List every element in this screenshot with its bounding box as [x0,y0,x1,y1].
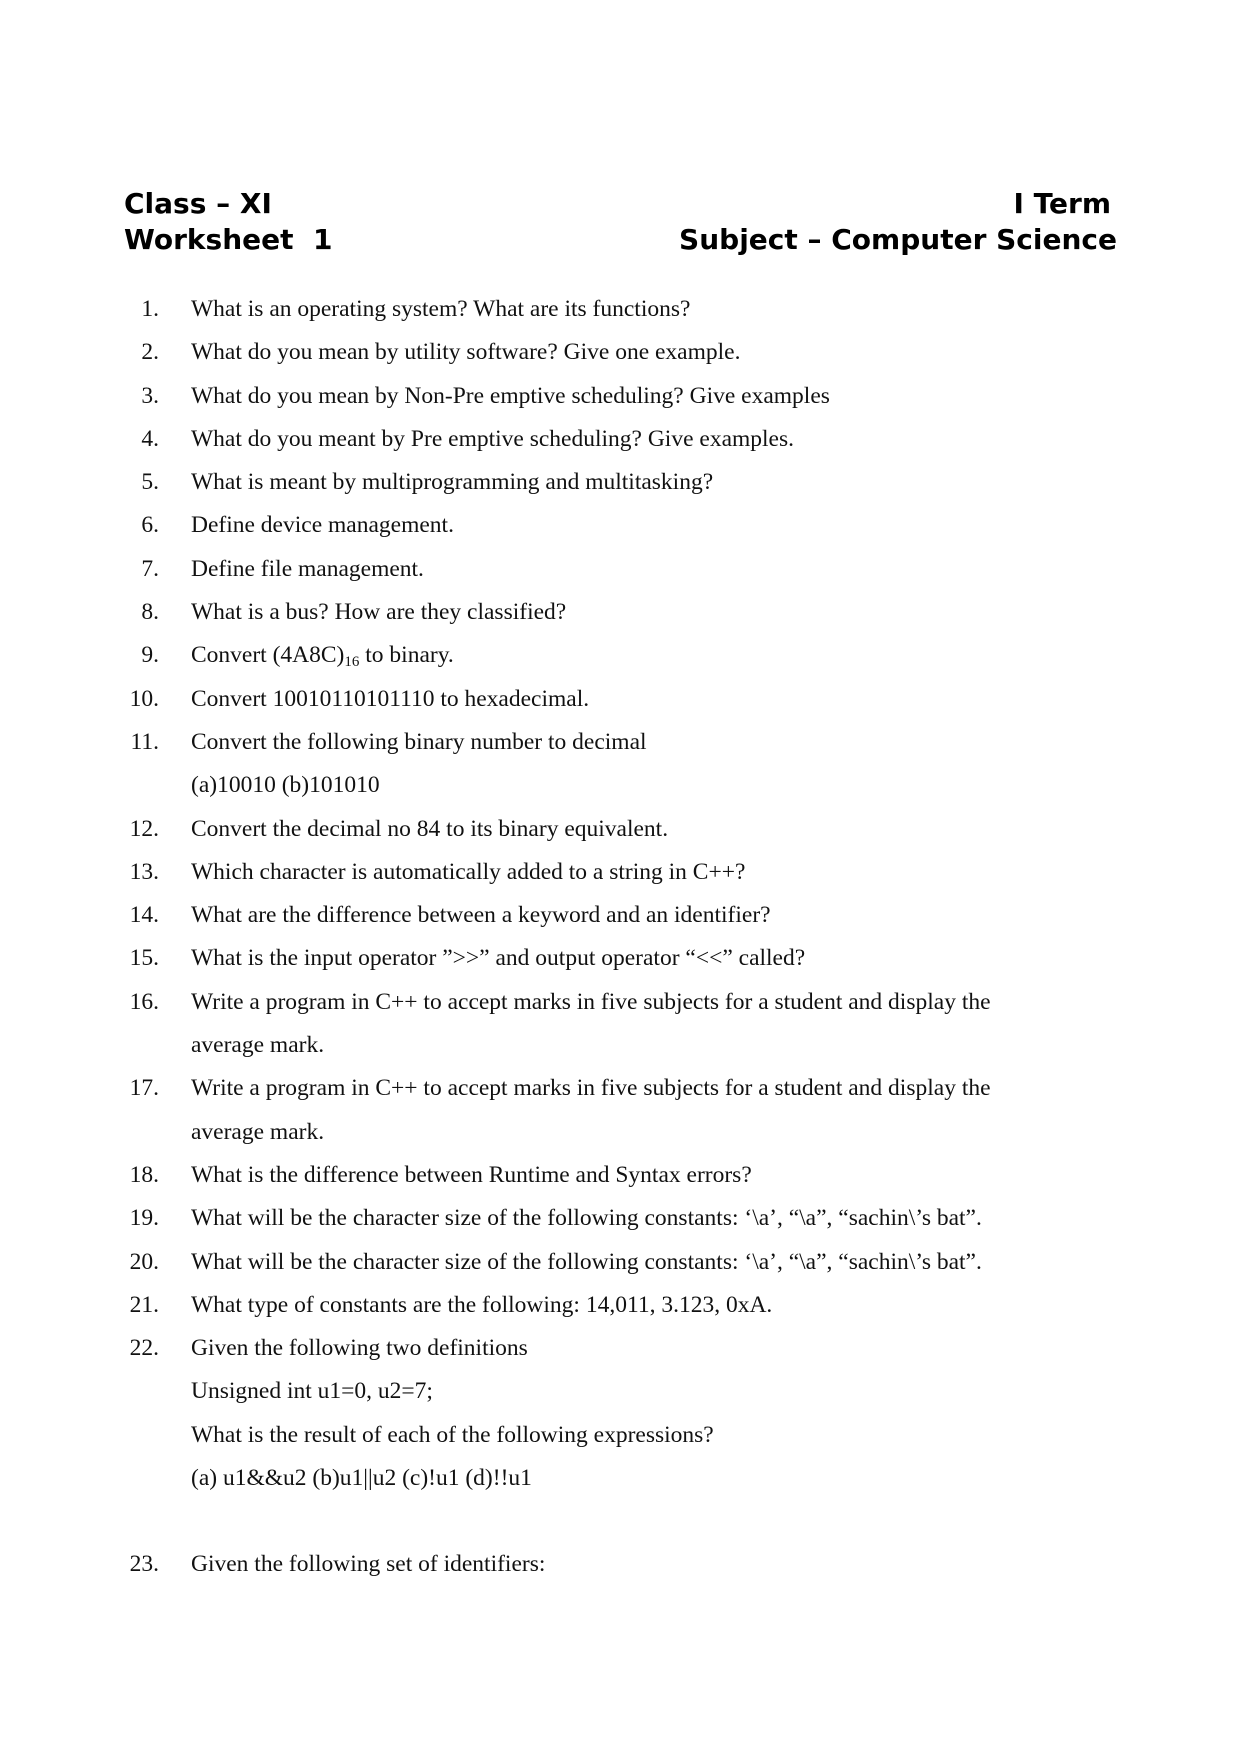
question-number: 2. [141,339,159,366]
question-item [0,375,1241,418]
question-text: What will be the character size of the following constants: ‘\a’, “\a”, “sachin\’s bat”. [191,1248,982,1275]
question-text: Which character is automatically added to a string in C++? [191,858,746,885]
question-number: 20. [129,1248,159,1275]
question-text: What is a bus? How are they classified? [191,599,567,626]
question-item [0,1284,1241,1327]
question-text: Given the following set of identifiers: [191,1551,546,1578]
question-text: What is an operating system? What are its functions? [191,296,691,322]
question-text: What is meant by multiprogramming and multitasking? [191,469,714,496]
question-number: 7. [141,555,159,582]
question-number: 8. [141,599,159,626]
question-text: (a)10010 (b)101010 [191,772,380,799]
class-label: Class – XI [124,187,272,220]
question-item [0,634,1241,677]
question-number: 17. [129,1075,159,1102]
question-text: What are the difference between a keyword and an identifier? [191,902,771,929]
question-text: What type of constants are the following: 14,011, 3.123, 0xA. [191,1291,773,1318]
question-number: 12. [129,815,159,842]
question-text: Given the following two definitions [191,1335,528,1362]
question-item [0,1327,1241,1370]
question-number: 3. [141,382,159,409]
subscript: 16 [344,654,360,671]
subject-label: Subject – Computer Science [679,223,1117,256]
question-text: Write a program in C++ to accept marks in five subjects for a student and display the [191,1075,991,1102]
question-number: 18. [129,1161,159,1188]
question-text: (a) u1&&u2 (b)u1||u2 (c)!u1 (d)!!u1 [191,1465,532,1492]
question-text: Convert 10010110101110 to hexadecimal. [191,685,590,712]
question-text: What is the input operator ”>>” and output operator “<<” called? [191,945,806,972]
question-item [0,504,1241,547]
question-item [0,1154,1241,1197]
question-number: 4. [141,425,159,452]
question-item [0,461,1241,504]
question-continuation [0,1457,1241,1500]
question-item [0,1241,1241,1284]
question-text: What do you mean by utility software? Give one example. [191,339,741,366]
question-number: 1. [141,296,159,322]
question-continuation [0,1111,1241,1154]
question-item [0,937,1241,980]
question-number: 15. [129,945,159,972]
question-item [0,288,1241,331]
question-item [0,808,1241,851]
question-item [0,1543,1241,1586]
spacer [0,1500,1241,1543]
question-text: Unsigned int u1=0, u2=7; [191,1378,433,1405]
question-text: Define device management. [191,512,454,539]
worksheet-label: Worksheet 1 [124,223,333,256]
question-number: 14. [129,902,159,929]
question-text: Convert the decimal no 84 to its binary equivalent. [191,815,669,842]
question-number: 13. [129,858,159,885]
question-item [0,591,1241,634]
question-text: What will be the character size of the following constants: ‘\a’, “\a”, “sachin\’s bat”. [191,1205,982,1232]
question-list [0,288,1241,1587]
question-continuation [0,1024,1241,1067]
term-label: I Term [1013,187,1111,220]
question-text: Write a program in C++ to accept marks in five subjects for a student and display the [191,988,991,1015]
question-number: 10. [129,685,159,712]
question-text: average mark. [191,1032,325,1059]
question-continuation [0,764,1241,807]
question-continuation [0,1414,1241,1457]
question-text: What do you meant by Pre emptive scheduling? Give examples. [191,425,795,452]
question-number: 21. [129,1291,159,1318]
question-item [0,548,1241,591]
question-item [0,418,1241,461]
question-number: 9. [141,642,159,669]
question-number: 22. [129,1335,159,1362]
question-text: What is the difference between Runtime and Syntax errors? [191,1161,752,1188]
question-text: Convert the following binary number to decimal [191,728,647,755]
question-text: average mark. [191,1118,325,1145]
question-item [0,981,1241,1024]
question-item [0,851,1241,894]
question-text: Define file management. [191,555,424,582]
question-number: 6. [141,512,159,539]
question-number: 16. [129,988,159,1015]
question-item [0,1067,1241,1110]
question-number: 23. [129,1551,159,1578]
question-item [0,894,1241,937]
question-number: 11. [130,728,159,755]
question-item [0,1197,1241,1240]
question-text: What do you mean by Non-Pre emptive scheduling? Give examples [191,382,830,409]
question-item [0,721,1241,764]
question-number: 5. [141,469,159,496]
question-text: What is the result of each of the following expressions? [191,1421,714,1448]
question-number: 19. [129,1205,159,1232]
question-text: Convert $(4A8C)_{16}$ to binary. [191,642,454,671]
question-item [0,678,1241,721]
question-continuation [0,1370,1241,1413]
question-item [0,331,1241,374]
